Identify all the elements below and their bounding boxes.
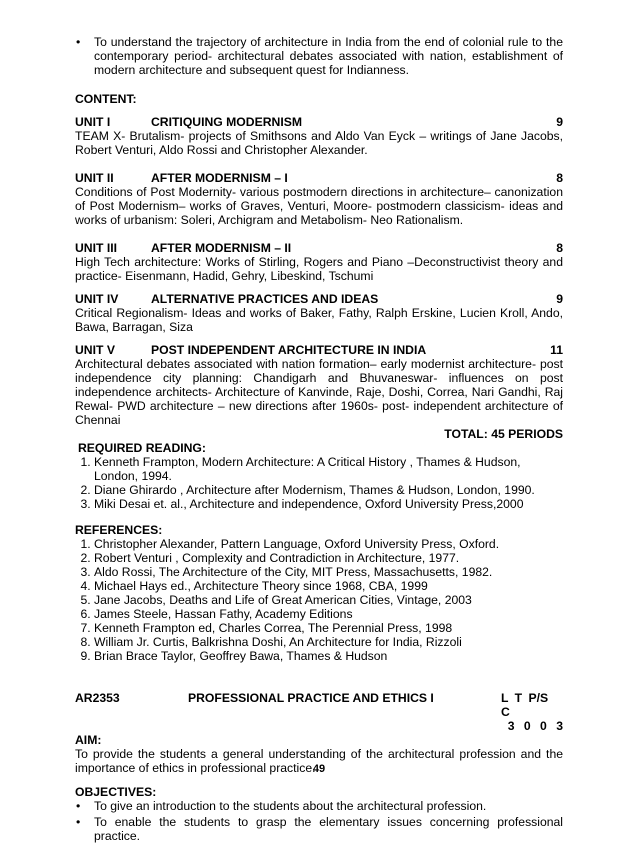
objective-item: • To enable the students to grasp the elementary issues concerning professional practice. xyxy=(75,815,563,843)
intro-bullet: • To understand the trajectory of architecture in India from the end of colonial rule to the contemporary period- architectural debates associated with nation, establishment of modern architecture and subsequent quest for Indianness. xyxy=(75,35,563,77)
unit-hours: 9 xyxy=(556,115,563,129)
course-header xyxy=(75,691,563,719)
unit-label: UNIT V xyxy=(75,343,115,357)
aim-heading: AIM: xyxy=(75,733,102,747)
unit-title: ALTERNATIVE PRACTICES AND IDEAS xyxy=(151,292,379,306)
unit-label: UNIT IV xyxy=(75,292,119,306)
list-item: 7. Kenneth Frampton ed, Charles Correa, The Perennial Press, 1998 xyxy=(94,621,563,635)
unit-label: UNIT I xyxy=(75,115,111,129)
page-number: 49 xyxy=(312,763,326,775)
list-item: 8. William Jr. Curtis, Balkrishna Doshi, An Architecture for India, Rizzoli xyxy=(94,635,563,649)
unit-hours: 8 xyxy=(556,171,563,185)
unit-title: AFTER MODERNISM – II xyxy=(151,241,292,255)
list-item: 2. Robert Venturi , Complexity and Contradiction in Architecture, 1977. xyxy=(94,551,563,565)
aim-text: To provide the students a general understanding of the architectural profession and the importance of ethics in professional practice. xyxy=(75,747,563,775)
list-item: 2. Diane Ghirardo , Architecture after Modernism, Thames & Hudson, London, 1990. xyxy=(94,483,563,497)
unit-hours: 11 xyxy=(550,343,563,357)
unit-2-text: Conditions of Post Modernity- various postmodern directions in architecture– canonization of Post Modernism– works of Graves, Venturi, Moore- postmodern classicism- ideas and works of urbanism: Soleri, Archigram and Metabolism- Neo Rationalism. xyxy=(75,185,563,227)
unit-title: AFTER MODERNISM – I xyxy=(151,171,288,185)
unit-1-header xyxy=(75,115,563,129)
list-item: 6. James Steele, Hassan Fathy, Academy Editions xyxy=(94,607,563,621)
unit-hours: 8 xyxy=(556,241,563,255)
unit-label: UNIT III xyxy=(75,241,117,255)
references-heading: REFERENCES: xyxy=(75,523,163,537)
references-list xyxy=(75,537,563,663)
unit-label: UNIT II xyxy=(75,171,114,185)
required-reading-list xyxy=(75,455,563,511)
unit-hours: 9 xyxy=(556,292,563,306)
ltpc-header: L T P/S C xyxy=(501,691,549,719)
unit-2-header xyxy=(75,171,563,185)
required-reading-heading: REQUIRED READING: xyxy=(78,441,206,455)
unit-title: POST INDEPENDENT ARCHITECTURE IN INDIA xyxy=(151,343,427,357)
list-item: 1. Christopher Alexander, Pattern Language, Oxford University Press, Oxford. xyxy=(94,537,563,551)
list-item: 5. Jane Jacobs, Deaths and Life of Great American Cities, Vintage, 2003 xyxy=(94,593,563,607)
unit-3-header xyxy=(75,241,563,255)
ltpc-values: 3 0 0 3 xyxy=(507,719,563,733)
unit-title: CRITIQUING MODERNISM xyxy=(151,115,302,129)
list-item: 3. Miki Desai et. al., Architecture and independence, Oxford University Press,2000 xyxy=(94,497,563,511)
unit-4-header xyxy=(75,292,563,306)
objectives-heading: OBJECTIVES: xyxy=(75,785,157,799)
unit-4-text: Critical Regionalism- Ideas and works of Baker, Fathy, Ralph Erskine, Lucien Kroll, Ando, Bawa, Barragan, Siza xyxy=(75,306,563,334)
unit-3-text: High Tech architecture: Works of Stirling, Rogers and Piano –Deconstructivist theory and practice- Eisenmann, Hadid, Gehry, Libeskind, Tschumi xyxy=(75,255,563,283)
list-item: 9. Brian Brace Taylor, Geoffrey Bawa, Thames & Hudson xyxy=(94,649,563,663)
unit-5-text: Architectural debates associated with nation formation– early modernist architecture- post independence city planning: Chandigarh and Bhuvaneswar- influences on post independence architects- Architecture of Kanvinde, Raje, Doshi, Correa, Nari Gandhi, Raj Rewal- PWD architecture – new directions after 1960s- post- independent architecture of Chennai xyxy=(75,357,563,427)
list-item: 4. Michael Hays ed., Architecture Theory since 1968, CBA, 1999 xyxy=(94,579,563,593)
content-heading: CONTENT: xyxy=(75,92,137,106)
unit-5-header xyxy=(75,343,563,357)
course-code: AR2353 xyxy=(75,691,120,705)
course-title: PROFESSIONAL PRACTICE AND ETHICS I xyxy=(188,691,434,705)
list-item: 1. Kenneth Frampton, Modern Architecture: A Critical History , Thames & Hudson, London, 1994. xyxy=(94,455,563,483)
list-item: 3. Aldo Rossi, The Architecture of the City, MIT Press, Massachusetts, 1982. xyxy=(94,565,563,579)
total-periods: TOTAL: 45 PERIODS xyxy=(444,427,563,441)
objective-item: • To give an introduction to the students about the architectural profession. xyxy=(75,799,563,813)
unit-1-text: TEAM X- Brutalism- projects of Smithsons and Aldo Van Eyck – writings of Jane Jacobs, Robert Venturi, Aldo Rossi and Christopher Alexander. xyxy=(75,129,563,157)
document-page xyxy=(75,35,563,843)
